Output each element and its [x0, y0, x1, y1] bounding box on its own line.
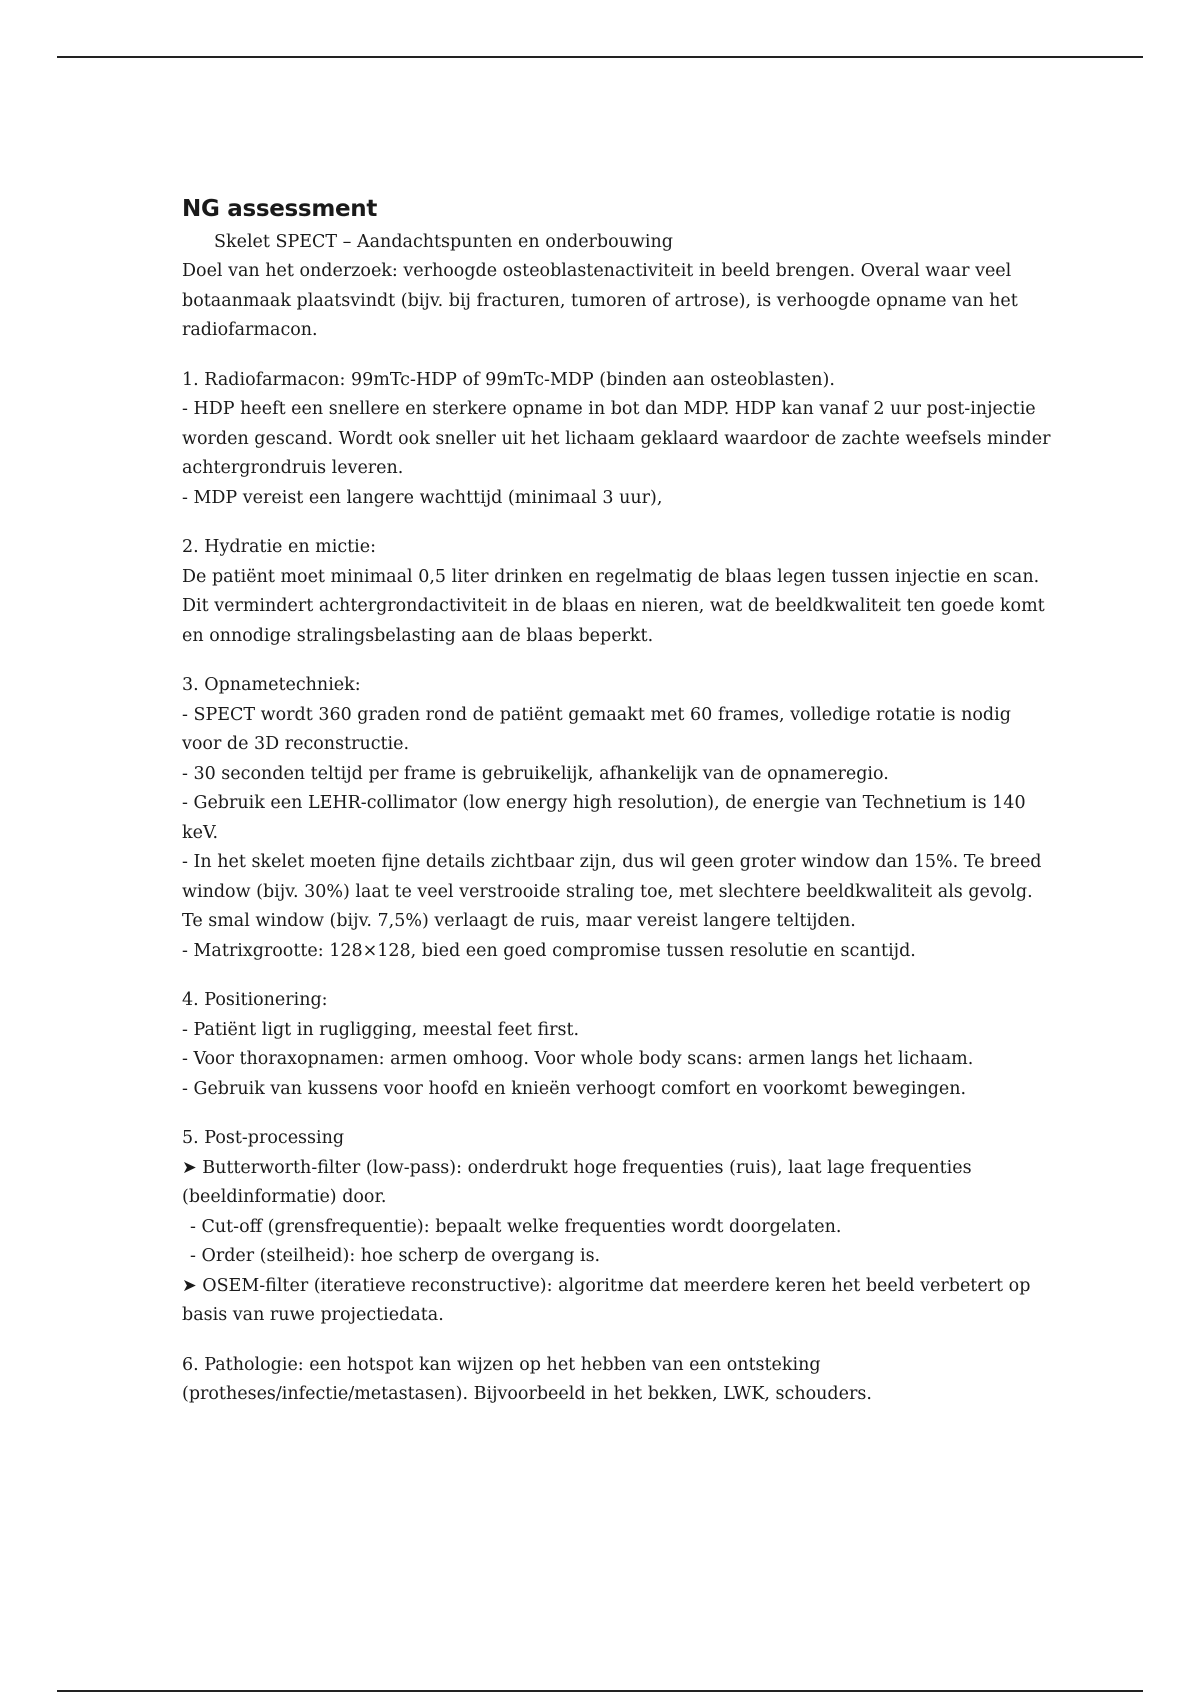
section-line: - SPECT wordt 360 graden rond de patiënt gemaakt met 60 frames, volledige rotatie is nodig voor de 3D reconstructie. [182, 704, 1011, 754]
section-line: - In het skelet moeten fijne details zichtbaar zijn, dus wil geen groter window dan 15%. Te breed window (bijv. 30%) laat te veel verstrooide straling toe, met slechtere beeldkwaliteit als gevolg. Te smal window (bijv. 7,5%) verlaagt de ruis, maar vereist langere teltijden. [182, 852, 1042, 931]
footer-rule [57, 1690, 1143, 1692]
section-line: - Voor thoraxopnamen: armen omhoog. Voor whole body scans: armen langs het lichaam. [182, 1049, 974, 1069]
section-line: - Patiënt ligt in rugligging, meestal feet first. [182, 1019, 580, 1040]
section-heading: 1. Radiofarmacon: 99mTc-HDP of 99mTc-MDP (binden aan osteoblasten). [182, 369, 835, 390]
section-opnametechniek [182, 671, 1052, 966]
section-line: - Matrixgrootte: 128×128, bied een goed compromise tussen resolutie en scantijd. [182, 940, 916, 961]
section-positionering [182, 986, 1052, 1104]
section-heading: 4. Positionering: [182, 990, 328, 1010]
section-line: De patiënt moet minimaal 0,5 liter drinken en regelmatig de blaas legen tussen injectie en scan. Dit vermindert achtergrondactiviteit in de blaas en nieren, wat de beeldkwaliteit ten goede komt en onnodige stralingsbelasting aan de blaas beperkt. [182, 566, 1045, 646]
section-heading: 5. Post-processing [182, 1128, 345, 1148]
section-subline: - Cut-off (grensfrequentie): bepaalt welke frequenties wordt doorgelaten. [190, 1216, 842, 1237]
intro-paragraph: Doel van het onderzoek: verhoogde osteoblastenactiviteit in beeld brengen. Overal waar veel botaanmaak plaatsvindt (bijv. bij fracturen, tumoren of artrose), is verhoogde opname van het radiofarmacon. [182, 261, 1018, 340]
section-line: - 30 seconden teltijd per frame is gebruikelijk, afhankelijk van de opnameregio. [182, 763, 889, 784]
section-heading: 6. Pathologie: een hotspot kan wijzen op het hebben van een ontsteking (protheses/infectie/metastasen). Bijvoorbeeld in het bekken, LWK, schouders. [182, 1354, 872, 1404]
section-subline: - Order (steilheid): hoe scherp de overgang is. [190, 1246, 601, 1266]
document-body [182, 192, 1052, 1410]
section-line: - Gebruik een LEHR-collimator (low energy high resolution), de energie van Technetium is 140 keV. [182, 793, 1026, 843]
header-rule [57, 56, 1143, 58]
document-subtitle: Skelet SPECT – Aandachtspunten en onderbouwing [214, 232, 673, 252]
section-radiofarmacon [182, 366, 1052, 514]
section-line: - MDP vereist een langere wachttijd (minimaal 3 uur), [182, 487, 663, 508]
section-pathologie [182, 1351, 1052, 1410]
section-post-processing [182, 1124, 1052, 1331]
section-hydratie [182, 533, 1052, 651]
section-line: - HDP heeft een snellere en sterkere opname in bot dan MDP. HDP kan vanaf 2 uur post-injectie worden gescand. Wordt ook sneller uit het lichaam geklaard waardoor de zachte weefsels minder achtergrondruis leveren. [182, 399, 1051, 478]
document-title: NG assessment [182, 196, 378, 222]
section-heading: 2. Hydratie en mictie: [182, 537, 377, 557]
section-heading: 3. Opnametechniek: [182, 675, 361, 695]
section-line: ➤ OSEM-filter (iteratieve reconstructive): algoritme dat meerdere keren het beeld verbetert op basis van ruwe projectiedata. [182, 1275, 1031, 1325]
section-line: - Gebruik van kussens voor hoofd en knieën verhoogt comfort en voorkomt bewegingen. [182, 1078, 967, 1099]
section-line: ➤ Butterworth-filter (low-pass): onderdrukt hoge frequenties (ruis), laat lage frequenties (beeldinformatie) door. [182, 1157, 972, 1207]
